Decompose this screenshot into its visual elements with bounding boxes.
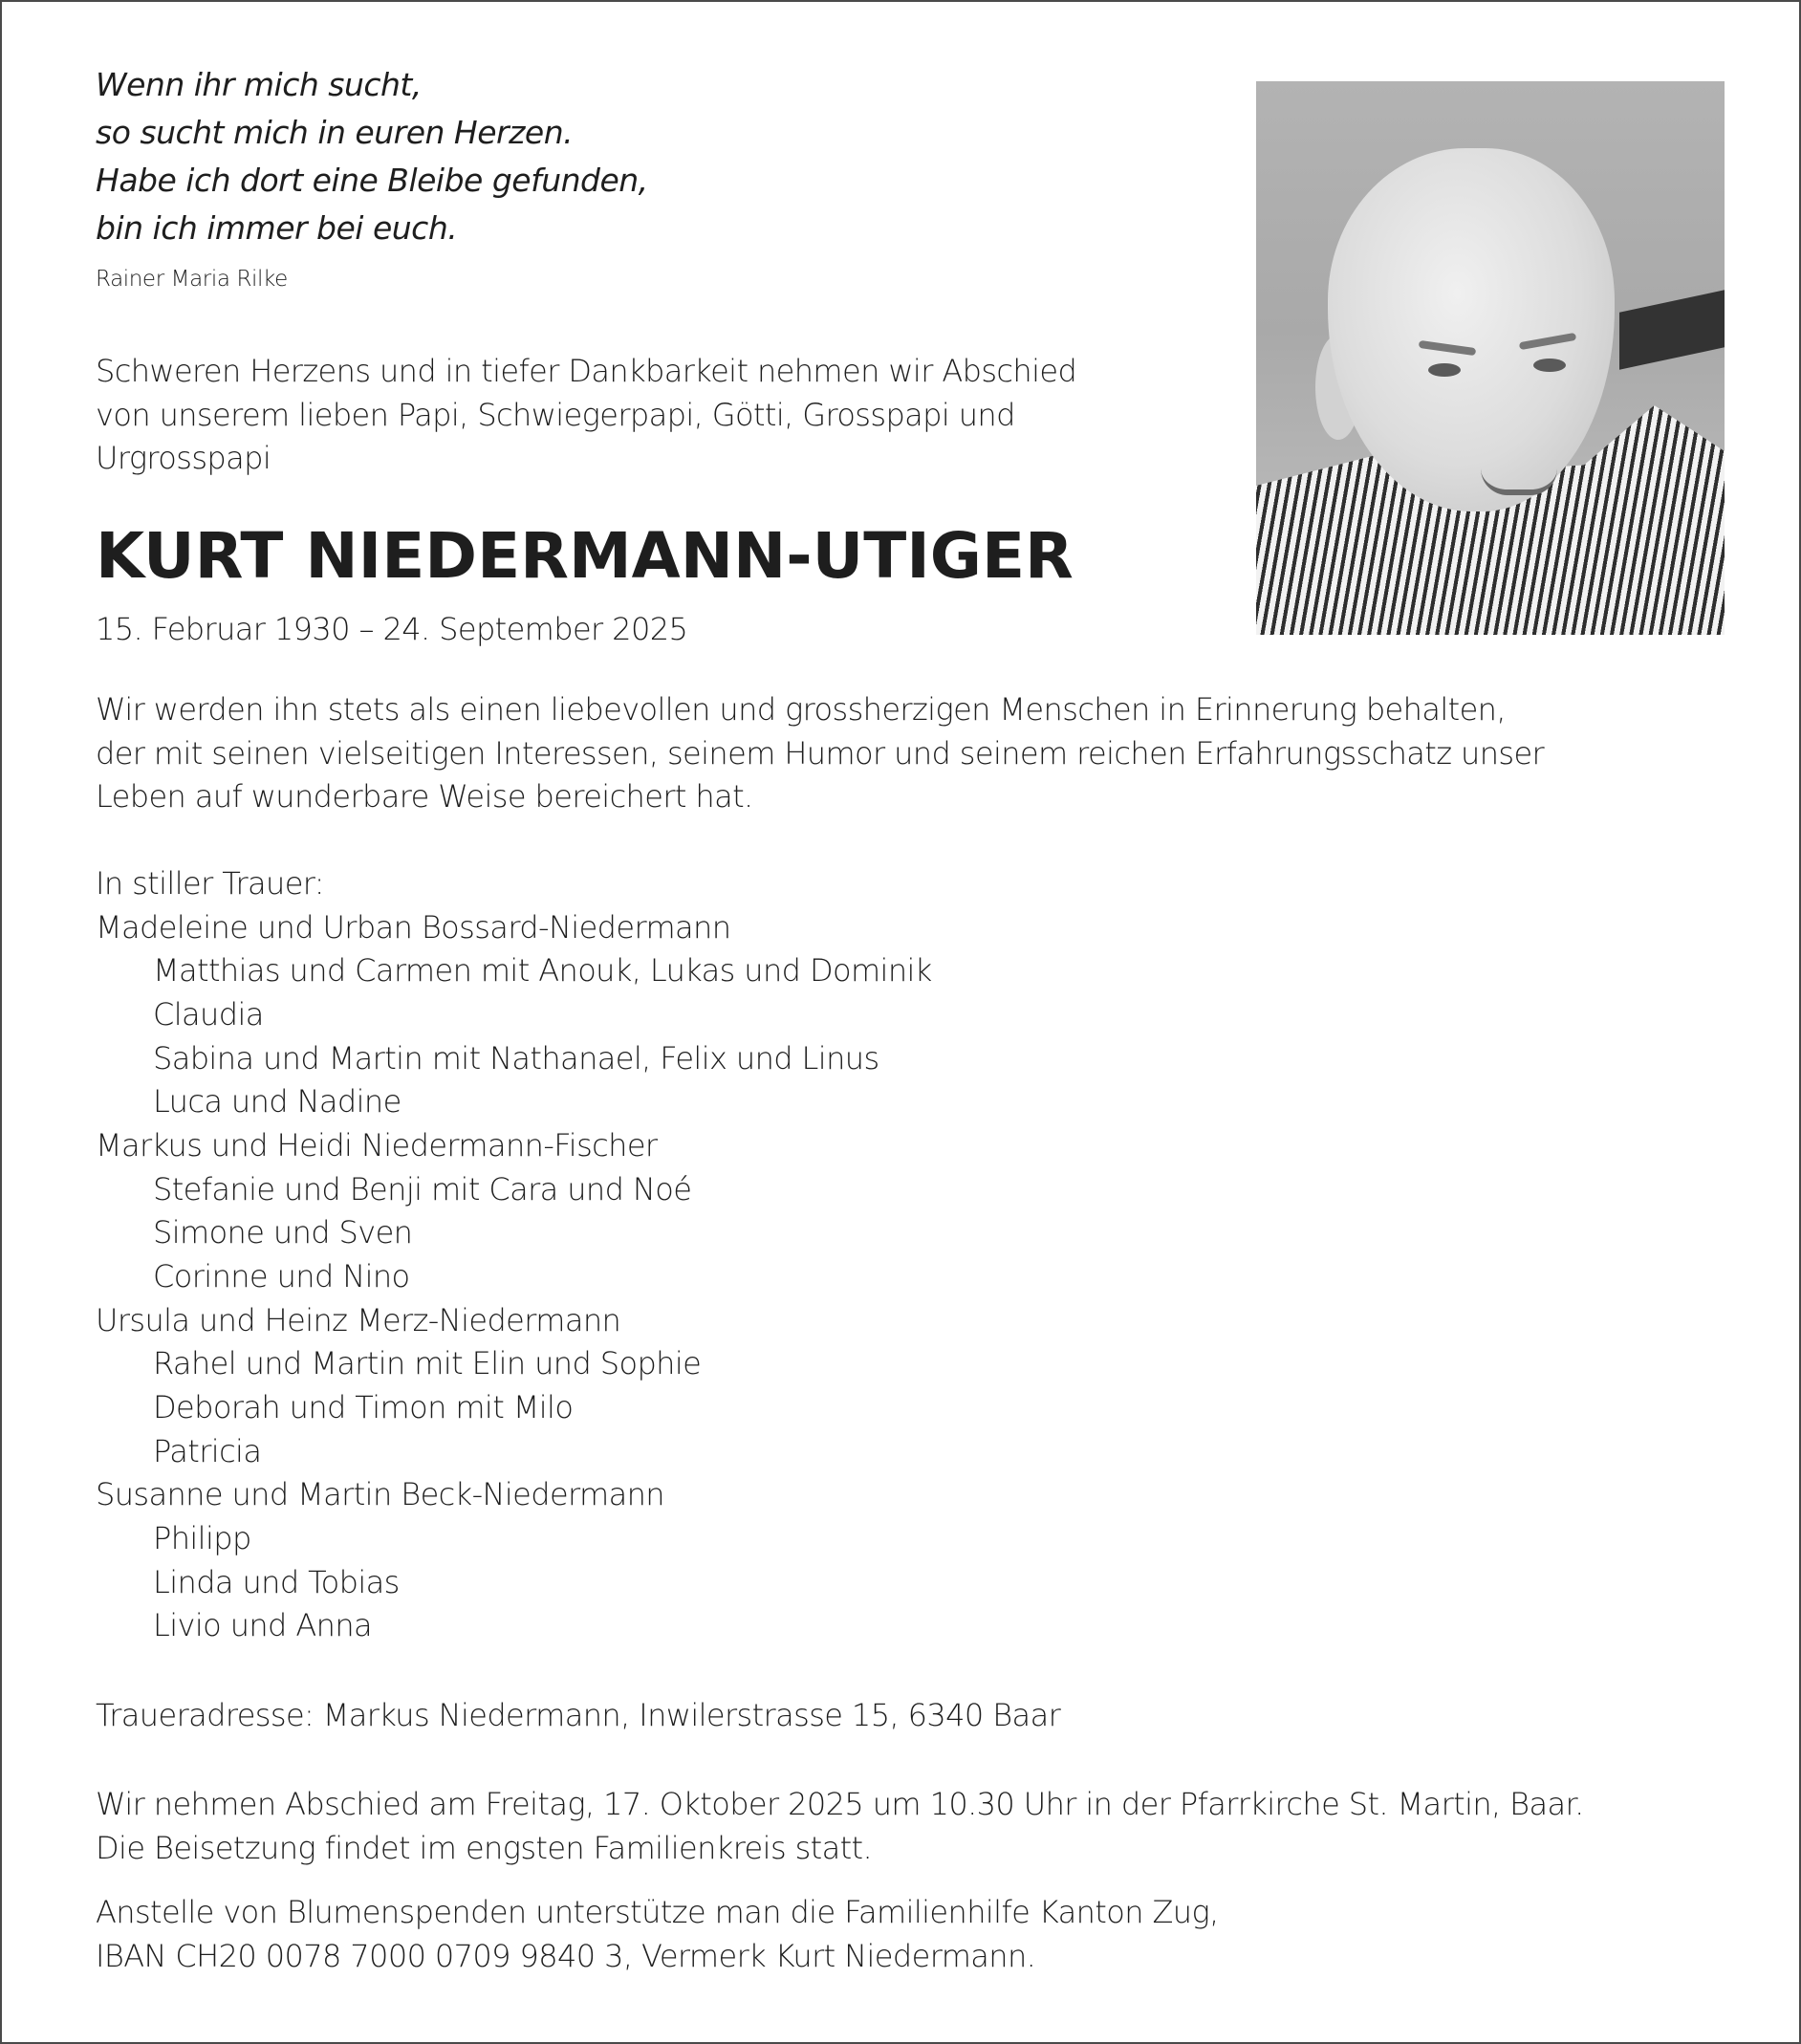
intro-line: von unserem lieben Papi, Schwiegerpapi, Götti, Grosspapi und — [96, 396, 1015, 433]
family-child: Linda und Tobias — [153, 1563, 400, 1600]
mourning-address: Traueradresse: Markus Niedermann, Inwilerstrasse 15, 6340 Baar — [96, 1697, 1061, 1733]
poem-line: bin ich immer bei euch. — [96, 209, 458, 247]
poem-line: Wenn ihr mich sucht, — [96, 66, 422, 103]
donation-line: IBAN CH20 0078 7000 0709 9840 3, Vermerk Kurt Niedermann. — [96, 1937, 1036, 1974]
family-parents: Madeleine und Urban Bossard-Niedermann — [96, 908, 731, 946]
intro-text — [96, 350, 1076, 481]
mourners-heading: In stiller Trauer: — [96, 865, 324, 902]
portrait-photo — [1256, 81, 1725, 635]
donation-info — [96, 1891, 1219, 1978]
family-child: Stefanie und Benji mit Cara und Noé — [153, 1170, 692, 1207]
photo-eye — [1428, 363, 1461, 377]
family-child: Claudia — [153, 995, 264, 1033]
family-child: Patricia — [153, 1432, 262, 1469]
photo-eye — [1533, 359, 1566, 372]
family-child: Sabina und Martin mit Nathanael, Felix und Linus — [153, 1039, 879, 1076]
family-child: Livio und Anna — [153, 1607, 373, 1644]
family-child: Rahel und Martin mit Elin und Sophie — [153, 1345, 702, 1382]
family-parents: Markus und Heidi Niedermann-Fischer — [96, 1126, 658, 1163]
tribute-line: der mit seinen vielseitigen Interessen, seinem Humor und seinem reichen Erfahrungsschatz unser — [96, 734, 1545, 772]
family-child: Matthias und Carmen mit Anouk, Lukas und Dominik — [153, 952, 932, 989]
family-parents: Susanne und Martin Beck-Niedermann — [96, 1476, 664, 1513]
mourners-list — [96, 862, 932, 1648]
service-line: Die Beisetzung findet im engsten Familienkreis statt. — [96, 1829, 873, 1866]
poem-quote — [96, 61, 648, 252]
family-child: Deborah und Timon mit Milo — [153, 1388, 574, 1425]
family-child: Luca und Nadine — [153, 1083, 401, 1120]
life-dates: 15. Februar 1930 – 24. September 2025 — [96, 611, 688, 647]
tribute-line: Leben auf wunderbare Weise bereichert hat. — [96, 778, 753, 815]
poem-author: Rainer Maria Rilke — [96, 267, 288, 292]
photo-background-shadow — [1619, 290, 1725, 369]
poem-line: so sucht mich in euren Herzen. — [96, 114, 574, 151]
intro-line: Urgrosspapi — [96, 440, 271, 476]
donation-line: Anstelle von Blumenspenden unterstütze man die Familienhilfe Kanton Zug, — [96, 1894, 1219, 1930]
family-child: Philipp — [153, 1519, 251, 1556]
service-line: Wir nehmen Abschied am Freitag, 17. Oktober 2025 um 10.30 Uhr in der Pfarrkirche St. Martin, Baar. — [96, 1786, 1584, 1822]
poem-line: Habe ich dort eine Bleibe gefunden, — [96, 162, 648, 199]
deceased-name: KURT NIEDERMANN-UTIGER — [96, 519, 1074, 593]
family-parents: Ursula und Heinz Merz-Niedermann — [96, 1301, 621, 1338]
tribute-line: Wir werden ihn stets als einen liebevollen und grossherzigen Menschen in Erinnerung behalten, — [96, 691, 1506, 728]
intro-line: Schweren Herzens und in tiefer Dankbarkeit nehmen wir Abschied — [96, 353, 1077, 389]
service-info — [96, 1783, 1584, 1870]
tribute-text — [96, 688, 1544, 819]
family-child: Corinne und Nino — [153, 1257, 410, 1294]
family-child: Simone und Sven — [153, 1214, 413, 1251]
